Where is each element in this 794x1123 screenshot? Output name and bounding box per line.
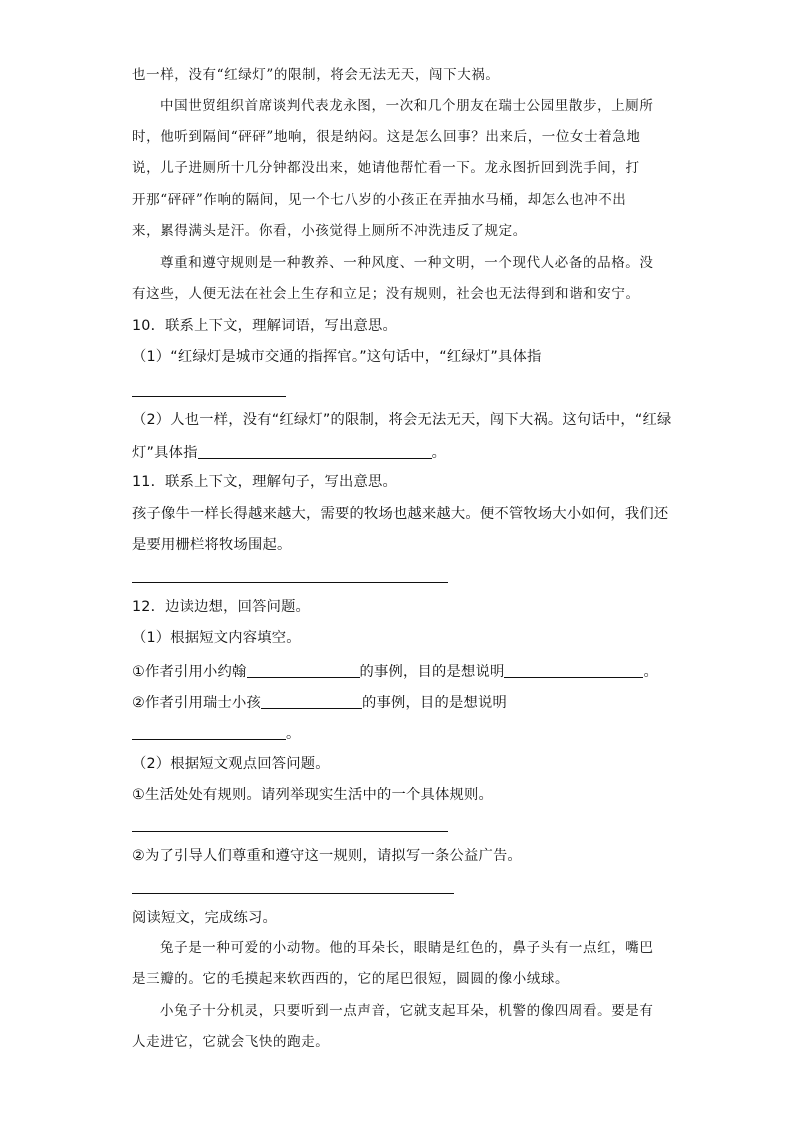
- passage2-intro: 阅读短文，完成练习。: [132, 910, 277, 926]
- passage2-paragraph2-line2: 人走进它，它就会飞快的跑走。: [132, 1034, 330, 1050]
- question-12-item2: [132, 694, 507, 710]
- question-10-sub2-line1: （2）人也一样，没有“红绿灯”的限制，将会无法无天，闯下大祸。这句话中，“红绿: [132, 412, 672, 428]
- passage1-paragraph1-tail: 也一样，没有“红绿灯”的限制，将会无法无天，闯下大祸。: [132, 67, 500, 83]
- passage1-paragraph2-line2: 时，他听到隔间“砰砰”地响，很是纳闷。这是怎么回事？出来后，一位女士着急地: [132, 129, 641, 145]
- question-12-item1: [132, 663, 658, 679]
- question-12-item1-blank-b[interactable]: [504, 663, 643, 678]
- question-10-sub2-period: 。: [431, 445, 447, 461]
- question-10-sub2-line2: [132, 444, 446, 460]
- passage1-paragraph2-line3: 说，儿子进厕所十几分钟都没出来，她请他帮忙看一下。龙永图折回到洗手间，打: [132, 160, 640, 176]
- question-10-sub2-answer-blank[interactable]: [198, 444, 432, 459]
- question-10-sub1-answer-line[interactable]: [132, 396, 286, 397]
- question-11-answer-line[interactable]: [132, 582, 448, 583]
- question-12-item2-text-b: 的事例，目的是想说明: [362, 695, 507, 711]
- question-12-stem: 12．边读边想，回答问题。: [132, 599, 311, 615]
- question-12-item1-period: 。: [643, 664, 658, 680]
- question-12-item2-period: 。: [286, 726, 301, 742]
- question-12-item3-answer-line[interactable]: [132, 831, 448, 832]
- passage1-paragraph2-line5: 来，累得满头是汗。你看，小孩觉得上厕所不冲洗违反了规定。: [132, 223, 527, 239]
- question-12-item4-answer-line[interactable]: [132, 893, 454, 894]
- question-12-item2-text-a: ②作者引用瑞士小孩: [132, 695, 261, 711]
- question-12-item1-blank-a[interactable]: [247, 663, 360, 678]
- question-10-stem: 10．联系上下文，理解词语，写出意思。: [132, 318, 398, 334]
- question-11-stem: 11．联系上下文，理解句子，写出意思。: [132, 474, 398, 490]
- question-10-sub1: （1）“红绿灯是城市交通的指挥官。”这句话中，“红绿灯”具体指: [132, 349, 542, 365]
- question-12-item1-text-a: ①作者引用小约翰: [132, 664, 247, 680]
- question-11-quote-line1: 孩子像牛一样长得越来越大，需要的牧场也越来越大。便不管牧场大小如何，我们还: [132, 506, 669, 522]
- passage2-paragraph1-line2: 是三瓣的。它的毛摸起来软西西的，它的尾巴很短，圆圆的像小绒球。: [132, 971, 570, 987]
- passage1-paragraph2-line4: 开那“砰砰”作响的隔间，见一个七八岁的小孩正在弄抽水马桶，却怎么也冲不出: [132, 192, 627, 208]
- question-12-item2-blank-b[interactable]: [132, 725, 286, 740]
- passage1-paragraph3-line1: 尊重和遵守规则是一种教养、一种风度、一种文明，一个现代人必备的品格。没: [160, 255, 654, 271]
- passage2-paragraph2-line1: 小兔子十分机灵，只要听到一点声音，它就支起耳朵，机警的像四周看。要是有: [160, 1003, 654, 1019]
- question-11-quote-line2: 是要用栅栏将牧场围起。: [132, 537, 292, 553]
- passage2-paragraph1-line1: 兔子是一种可爱的小动物。他的耳朵长，眼睛是红色的，鼻子头有一点红，嘴巴: [160, 940, 654, 956]
- question-10-sub2-text: 灯”具体指: [132, 445, 198, 461]
- question-12-item2-continuation: [132, 725, 301, 741]
- question-12-item2-blank-a[interactable]: [261, 694, 362, 709]
- passage1-paragraph3-line2: 有这些，人便无法在社会上生存和立足；没有规则，社会也无法得到和谐和安宁。: [132, 286, 640, 302]
- question-12-item1-text-b: 的事例，目的是想说明: [359, 664, 505, 680]
- question-12-part1: （1）根据短文内容填空。: [132, 630, 301, 646]
- question-12-part2: （2）根据短文观点回答问题。: [132, 756, 330, 772]
- question-12-item4: ②为了引导人们尊重和遵守这一规则，请拟写一条公益广告。: [132, 848, 522, 864]
- question-12-item3: ①生活处处有规则。请列举现实生活中的一个具体规则。: [132, 787, 493, 803]
- passage1-paragraph2-line1: 中国世贸组织首席谈判代表龙永图，一次和几个朋友在瑞士公园里散步，上厕所: [160, 98, 654, 114]
